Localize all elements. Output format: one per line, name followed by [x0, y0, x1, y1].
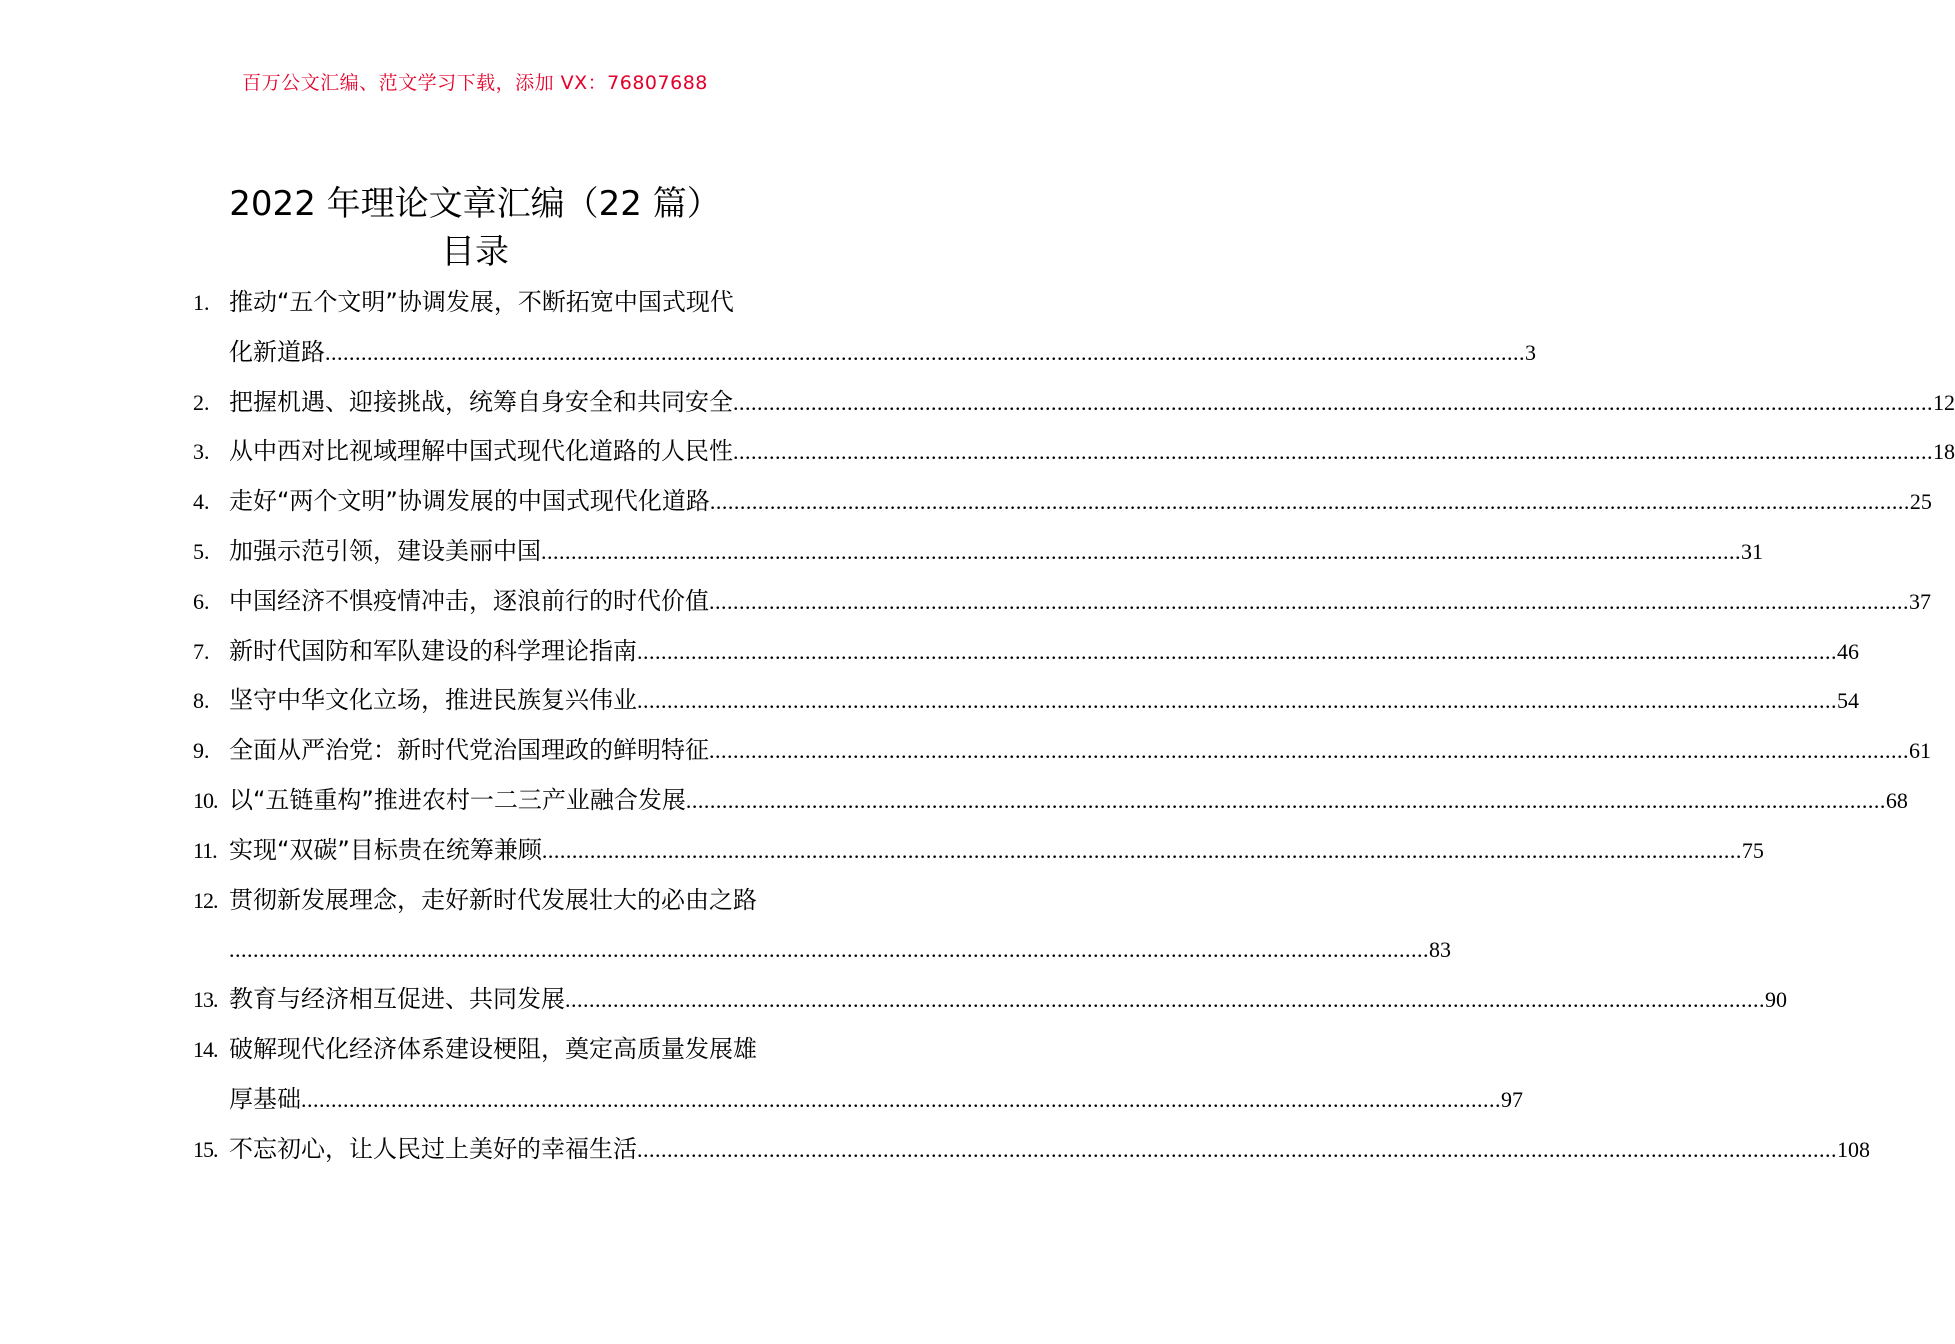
toc-dot-leader: ........................................................................................................................................................................................................	[709, 588, 1909, 614]
toc-entry[interactable]	[193, 527, 1763, 577]
toc-entry-number: 9.	[193, 738, 210, 764]
toc-entry-line	[193, 378, 1955, 428]
toc-page-number: 83	[1429, 937, 1451, 963]
toc-entry[interactable]	[193, 676, 1859, 726]
toc-entry-title: 坚守中华文化立场，推进民族复兴伟业	[229, 686, 637, 715]
toc-dot-leader: ........................................................................................................................................................................................................	[733, 389, 1933, 415]
toc-entry[interactable]	[193, 278, 1536, 378]
toc-entry-title: 加强示范引领，建设美丽中国	[229, 536, 541, 565]
toc-entry-number: 5.	[193, 538, 210, 564]
toc-page-number: 37	[1909, 588, 1931, 614]
toc-entry-title: 破解现代化经济体系建设梗阻，奠定高质量发展雄	[229, 1034, 757, 1063]
toc-entry-line	[193, 676, 1859, 726]
toc-entry-number: 12.	[193, 887, 218, 913]
toc-entry-number: 15.	[193, 1136, 218, 1162]
toc-entry[interactable]	[193, 378, 1955, 428]
toc-page-number: 31	[1741, 538, 1763, 564]
toc-page-number: 54	[1837, 688, 1859, 714]
toc-dot-leader: ........................................................................................................................................................................................................	[301, 1086, 1501, 1112]
toc-entry-title: 全面从严治党：新时代党治国理政的鲜明特征	[229, 736, 709, 765]
toc-entry[interactable]	[193, 876, 1451, 976]
toc-dot-leader: ........................................................................................................................................................................................................	[229, 937, 1429, 963]
toc-entry-line	[193, 1025, 805, 1075]
toc-entry-line	[193, 726, 1931, 776]
toc-entry[interactable]	[193, 627, 1859, 677]
toc-page-number: 75	[1741, 837, 1764, 863]
toc-page-number: 108	[1837, 1136, 1870, 1162]
watermark-banner: 百万公文汇编、范文学习下载，添加 VX：76807688	[242, 72, 708, 94]
toc-dot-leader: ........................................................................................................................................................................................................	[709, 489, 1910, 515]
toc-page-number: 68	[1885, 787, 1908, 813]
toc-entry-line	[193, 925, 1451, 975]
toc-entry-line	[193, 427, 1955, 477]
toc-page-number: 25	[1909, 489, 1932, 515]
toc-entry-line	[193, 477, 1932, 527]
toc-entry[interactable]	[193, 1025, 1523, 1125]
document-title: 2022 年理论文章汇编（22 篇）	[229, 184, 721, 224]
toc-dot-leader: ........................................................................................................................................................................................................	[637, 688, 1837, 714]
toc-dot-leader: ........................................................................................................................................................................................................	[541, 538, 1741, 564]
toc-entry-number: 14.	[193, 1036, 218, 1062]
toc-entry-title: 教育与经济相互促进、共同发展	[229, 985, 565, 1014]
toc-entry-line	[193, 527, 1763, 577]
toc-entry-title: 不忘初心，让人民过上美好的幸福生活	[229, 1134, 637, 1163]
toc-entry-number: 1.	[193, 290, 210, 315]
toc-entry-title: 以“五链重构”推进农村一二三产业融合发展	[229, 785, 686, 814]
toc-dot-leader: ........................................................................................................................................................................................................	[685, 787, 1886, 813]
toc-entry-number: 6.	[193, 588, 210, 614]
toc-page-number: 90	[1765, 987, 1787, 1013]
toc-entry-number: 11.	[193, 837, 217, 863]
toc-entry-number: 7.	[193, 638, 210, 664]
toc-entry-title: 新时代国防和军队建设的科学理论指南	[229, 636, 637, 665]
toc-entry-title: 实现“双碳”目标贵在统筹兼顾	[229, 835, 542, 864]
toc-entry[interactable]	[193, 975, 1787, 1025]
toc-entry[interactable]	[193, 776, 1908, 826]
toc-entry-line	[193, 876, 805, 926]
toc-entry[interactable]	[193, 427, 1955, 477]
toc-dot-leader: ........................................................................................................................................................................................................	[541, 837, 1742, 863]
toc-entry-title: 从中西对比视域理解中国式现代化道路的人民性	[229, 437, 733, 466]
toc-entry[interactable]	[193, 1125, 1870, 1175]
toc-page-number: 3	[1525, 339, 1536, 365]
toc-entry-line	[193, 278, 805, 328]
toc-page-number: 18	[1933, 439, 1955, 465]
toc-entry-line	[193, 1125, 1870, 1175]
toc-entry-line	[193, 627, 1859, 677]
toc-dot-leader: ........................................................................................................................................................................................................	[709, 738, 1909, 764]
toc-page-number: 46	[1837, 638, 1859, 664]
toc-entry-title: 化新道路	[229, 337, 325, 366]
toc-entry-number: 13.	[193, 987, 218, 1013]
toc-dot-leader: ........................................................................................................................................................................................................	[733, 439, 1933, 465]
toc-entry-line	[193, 328, 1536, 378]
toc-entry-title: 推动“五个文明”协调发展，不断拓宽中国式现代	[229, 288, 734, 316]
toc-entry-line	[193, 975, 1787, 1025]
toc-entry[interactable]	[193, 577, 1931, 627]
toc-entry-title: 贯彻新发展理念，走好新时代发展壮大的必由之路	[229, 885, 757, 914]
toc-entry-title: 走好“两个文明”协调发展的中国式现代化道路	[229, 487, 710, 516]
toc-entry-title: 中国经济不惧疫情冲击，逐浪前行的时代价值	[229, 586, 709, 615]
toc-heading: 目录	[441, 232, 509, 272]
toc-entry-number: 10.	[193, 787, 218, 813]
toc-page-number: 97	[1501, 1086, 1523, 1112]
toc-entry[interactable]	[193, 726, 1931, 776]
toc-page-number: 61	[1909, 738, 1931, 764]
toc-entry-number: 4.	[193, 489, 210, 515]
toc-dot-leader: ........................................................................................................................................................................................................	[637, 1136, 1837, 1162]
toc-entry-line	[193, 1075, 1523, 1125]
toc-entry-number: 2.	[193, 389, 210, 415]
toc-entry-title: 厚基础	[229, 1084, 301, 1113]
toc-entry-number: 3.	[193, 439, 210, 465]
toc-entry[interactable]	[193, 826, 1764, 876]
toc-page-number: 12	[1933, 389, 1955, 415]
toc-entry-title: 把握机遇、迎接挑战，统筹自身安全和共同安全	[229, 387, 733, 416]
toc-entry[interactable]	[193, 477, 1932, 527]
toc-entry-line	[193, 776, 1908, 826]
toc-dot-leader: ........................................................................................................................................................................................................	[565, 987, 1765, 1013]
toc-dot-leader: ........................................................................................................................................................................................................	[637, 638, 1837, 664]
toc-entry-number: 8.	[193, 688, 210, 714]
toc-dot-leader: ........................................................................................................................................................................................................	[325, 339, 1525, 365]
toc-entry-line	[193, 577, 1931, 627]
toc-entry-line	[193, 826, 1764, 876]
table-of-contents	[193, 278, 1955, 1174]
